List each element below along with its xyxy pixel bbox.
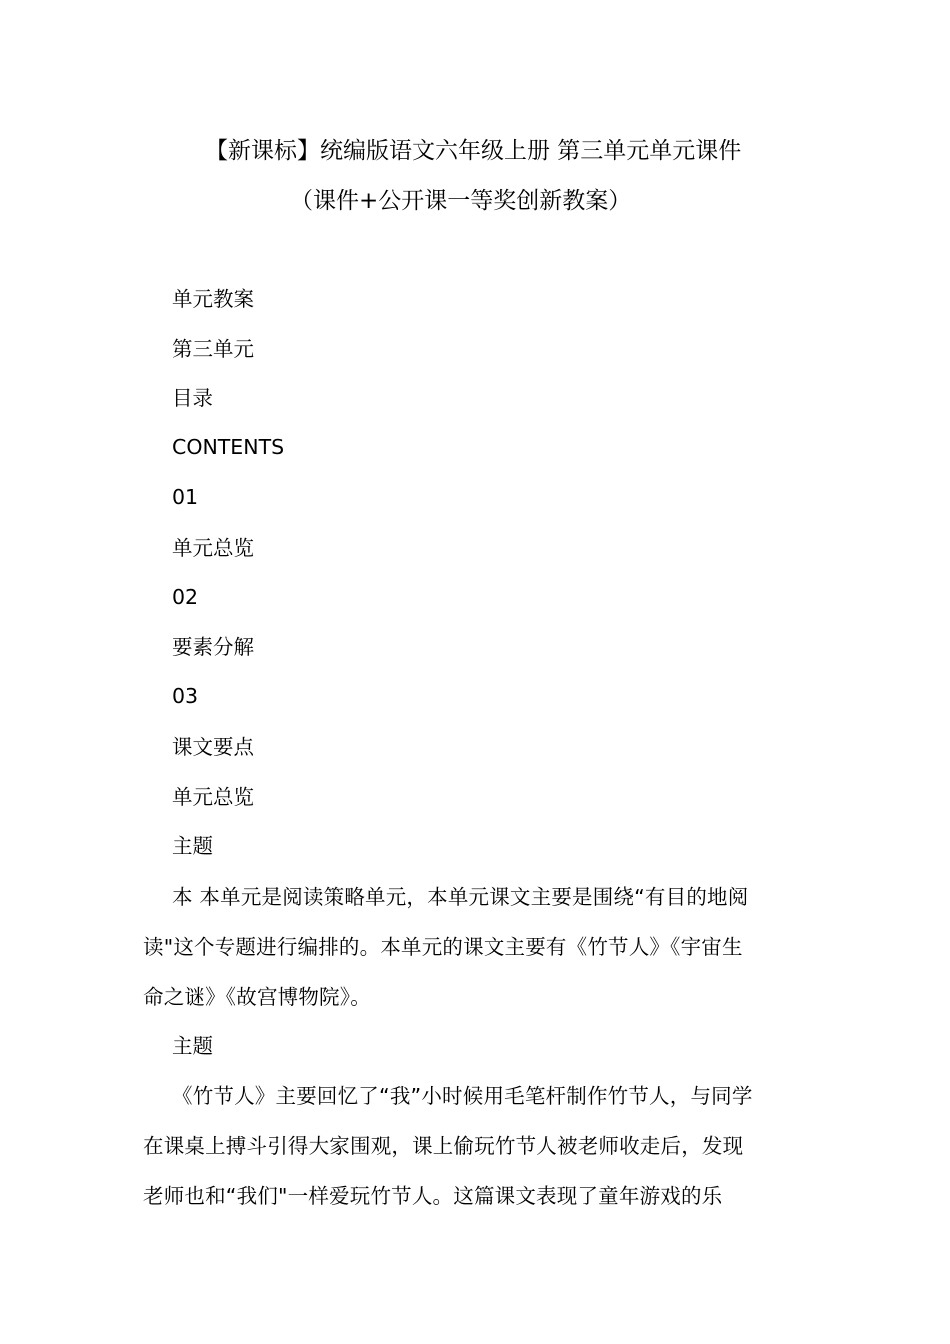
document-title-line-1: 【新课标】统编版语文六年级上册 第三单元单元课件 <box>205 138 742 164</box>
outline-item: 01 <box>172 485 199 509</box>
outline-item: 单元教案 <box>172 287 254 311</box>
outline-item: 单元总览 <box>172 785 254 809</box>
outline-item: 要素分解 <box>172 635 254 659</box>
paragraph-line: 在课桌上搏斗引得大家围观，课上偷玩竹节人被老师收走后，发现 <box>143 1134 744 1158</box>
paragraph-line: 《竹节人》主要回忆了“我”小时候用毛笔杆制作竹节人，与同学 <box>172 1084 753 1108</box>
outline-item: 02 <box>172 585 199 609</box>
outline-item: 第三单元 <box>172 337 254 361</box>
outline-item: 03 <box>172 684 199 708</box>
section-heading: 主题 <box>172 1034 213 1058</box>
outline-item: 主题 <box>172 834 213 858</box>
outline-item: 目录 <box>172 386 213 410</box>
paragraph-line: 老师也和“我们"一样爱玩竹节人。这篇课文表现了童年游戏的乐 <box>143 1184 723 1208</box>
outline-item: CONTENTS <box>172 435 285 459</box>
paragraph-line: 本 本单元是阅读策略单元，本单元课文主要是围绕“有目的地阅 <box>172 885 749 909</box>
outline-item: 单元总览 <box>172 536 254 560</box>
paragraph-line: 命之谜》《故宫博物院》。 <box>143 985 371 1009</box>
outline-item: 课文要点 <box>172 735 254 759</box>
document-title-line-2: （课件+公开课一等奖创新教案） <box>290 188 632 214</box>
paragraph-line: 读"这个专题进行编排的。本单元的课文主要有《竹节人》《宇宙生 <box>143 935 743 959</box>
